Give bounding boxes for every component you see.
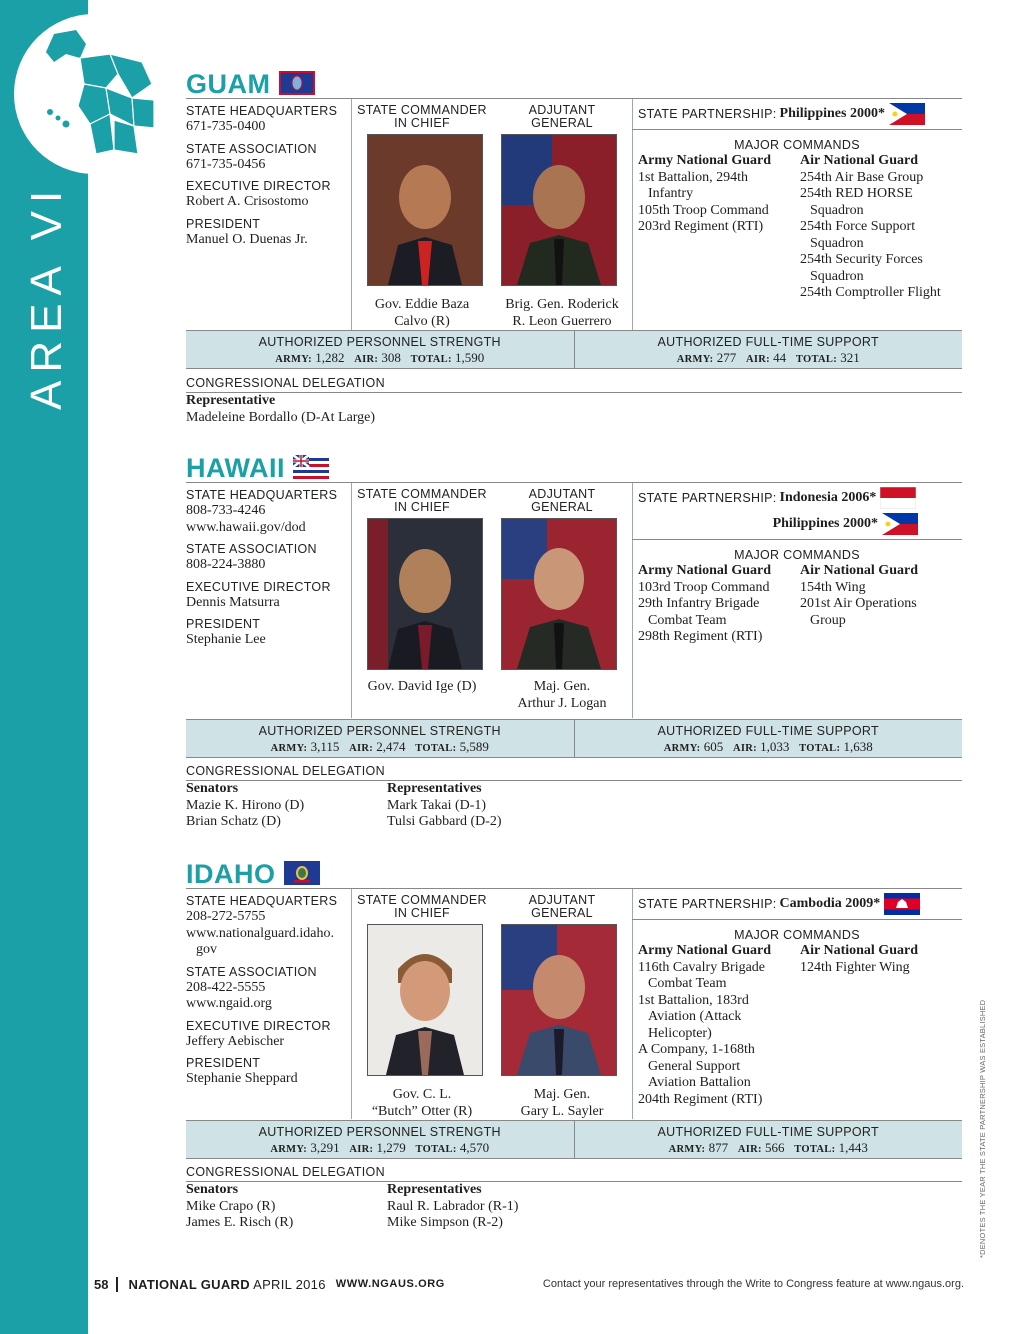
command-item: 201st Air Operations <box>800 596 917 611</box>
congressional-delegation: CONGRESSIONAL DELEGATION Senators Mazie K. Hirono (D) Brian Schatz (D) Representatives Mark Takai (D-1) Tulsi Gabbard (D-2) <box>186 764 962 831</box>
governor-name: Gov. David Ige (D) <box>367 679 477 694</box>
state-name: GUAM <box>186 69 271 99</box>
governor-name: Gov. C. L. “Butch” Otter (R) <box>371 1087 473 1119</box>
guam-section: GUAM STATE HEADQUARTERS 671-735-0400 STATE ASSOCIATION 671-735-0456 EXECUTIVE DIRECTOR Robert A. Crisostomo PRESIDENT Manuel O. Duenas Jr. STATE COMMANDER IN CHIEF ADJUTANT GENERAL Gov. Eddie Baza Calvo (R) Brig. Gen. Roderick R. Leon Guerrero STATE PARTNERSHIP: Philippines 2000* MAJOR COMMANDS Army National Guard 1st Battalion, 294th Infantry 105th Troop Command 203rd Regiment (RTI) Air National Guard 254th Air Base Group 254th RED HORSE Squadron 254th Force Support Squadron 254th Security Forces Squadron 254th Comptroller Flight AUTHORIZED PERSONNEL STRENGTH ARMY: 1,282 AIR: 308 TOTAL: 1,590 AUTHORIZED FULL-TIME SUPPORT ARMY: 277 AIR: 44 TOTAL: 321 CONGRESSIONAL DELEGATION Representative Madeleine Bordallo (D-At Large) <box>186 66 962 361</box>
command-item: A Company, 1-168th <box>638 1042 755 1057</box>
magazine-name: NATIONAL GUARD APRIL 2016 <box>128 1276 326 1292</box>
command-item: Squadron <box>810 235 864 251</box>
congressional-delegation: CONGRESSIONAL DELEGATION Representative Madeleine Bordallo (D-At Large) <box>186 376 962 426</box>
command-item: General Support <box>648 1058 741 1074</box>
partner-country: Philippines 2000* <box>779 106 885 121</box>
hawaii-flag-icon <box>293 455 329 479</box>
footnote-vertical: *DENOTES THE YEAR THE STATE PARTNERSHIP WAS ESTABLISHED <box>978 999 987 1258</box>
command-item: 254th Security Forces <box>800 252 923 267</box>
guam-flag-icon <box>279 71 315 95</box>
contact-note: Contact your representatives through the Write to Congress feature at www.ngaus.org. <box>542 1278 964 1290</box>
command-item: 116th Cavalry Brigade <box>638 959 766 975</box>
philippines-flag-icon <box>889 103 925 125</box>
indonesia-flag-icon <box>880 487 916 509</box>
adjutant-name: Maj. Gen. Arthur J. Logan <box>517 679 607 711</box>
hawaii-section: HAWAII STATE HEADQUARTERS 808-733-4246 www.hawaii.gov/dod STATE ASSOCIATION 808-224-3880 EXECUTIVE DIRECTOR Dennis Matsurra PRESIDENT Stephanie Lee STATE COMMANDER IN CHIEF ADJUTANT GENERAL Gov. David Ige (D) Maj. Gen. Arthur J. Logan STATE PARTNERSHIP: Indonesia 2006* Philippines 2000* MAJOR COMMANDS Army National Guard 103rd Troop Command 29th Infantry Brigade Combat Team 298th Regiment (RTI) Air National Guard 154th Wing 201st Air Operations Group AUTHORIZED PERSONNEL STRENGTH ARMY: 3,115 AIR: 2,474 TOTAL: 5,589 AUTHORIZED FULL-TIME SUPPORT ARMY: 605 AIR: 1,033 TOTAL: 1,638 CONGRESSIONAL DELEGATION Senators Mazie K. Hirono (D) Brian Schatz (D) Representatives Mark Takai (D-1) Tulsi Gabbard (D-2) <box>186 450 962 718</box>
command-item: Combat Team <box>648 612 727 628</box>
governor-photo <box>367 924 483 1076</box>
idaho-flag-icon <box>284 861 320 885</box>
command-item: 103rd Troop Command <box>638 579 770 595</box>
command-item: 254th Force Support <box>800 219 916 234</box>
page-number: 58 <box>94 1277 118 1292</box>
cambodia-flag-icon <box>884 893 920 915</box>
command-item: 254th RED HORSE <box>800 186 913 201</box>
command-item: 203rd Regiment (RTI) <box>638 219 764 234</box>
strength-band: AUTHORIZED PERSONNEL STRENGTH ARMY: 3,291 AIR: 1,279 TOTAL: 4,570 AUTHORIZED FULL-TIME SUPPORT ARMY: 877 AIR: 566 TOTAL: 1,443 <box>186 1120 962 1159</box>
command-item: 204th Regiment (RTI) <box>638 1091 763 1107</box>
partner-country: Indonesia 2006* <box>779 490 877 505</box>
command-item: 298th Regiment (RTI) <box>638 629 763 644</box>
command-item: Aviation (Attack <box>648 1009 742 1024</box>
command-item: 254th Comptroller Flight <box>800 285 941 300</box>
command-item: Squadron <box>810 202 864 218</box>
command-item: Group <box>810 612 846 628</box>
command-item: Helicopter) <box>648 1025 712 1041</box>
command-item: Combat Team <box>648 976 727 991</box>
command-item: 1st Battalion, 183rd <box>638 992 749 1008</box>
command-item: 124th Fighter Wing <box>800 959 910 975</box>
website-link[interactable]: WWW.NGAUS.ORG <box>335 1278 445 1290</box>
state-name: IDAHO <box>186 859 276 889</box>
partner-country: Philippines 2000* <box>772 516 878 531</box>
adjutant-photo <box>501 924 617 1076</box>
adjutant-photo <box>501 134 617 286</box>
command-item: 105th Troop Command <box>638 202 769 218</box>
footer <box>94 1272 964 1296</box>
idaho-section: IDAHO STATE HEADQUARTERS 208-272-5755 www.nationalguard.idaho. gov STATE ASSOCIATION 208-422-5555 www.ngaid.org EXECUTIVE DIRECTOR Jeffery Aebischer PRESIDENT Stephanie Sheppard STATE COMMANDER IN CHIEF ADJUTANT GENERAL Gov. C. L. “Butch” Otter (R) Maj. Gen. Gary L. Sayler STATE PARTNERSHIP: Cambodia 2009* MAJOR COMMANDS Army National Guard 116th Cavalry Brigade Combat Team 1st Battalion, 183rd Aviation (Attack Helicopter) A Company, 1-168th General Support Aviation Battalion 204th Regiment (RTI) Air National Guard 124th Fighter Wing AUTHORIZED PERSONNEL STRENGTH ARMY: 3,291 AIR: 1,279 TOTAL: 4,570 AUTHORIZED FULL-TIME SUPPORT ARMY: 877 AIR: 566 TOTAL: 1,443 CONGRESSIONAL DELEGATION Senators Mike Crapo (R) James E. Risch (R) Representatives Raul R. Labrador (R-1) Mike Simpson (R-2) <box>186 856 962 1119</box>
command-item: Infantry <box>648 186 694 201</box>
command-item: 254th Air Base Group <box>800 169 924 185</box>
area-map-icon <box>14 14 174 174</box>
governor-photo <box>367 134 483 286</box>
strength-band: AUTHORIZED PERSONNEL STRENGTH ARMY: 1,282 AIR: 308 TOTAL: 1,590 AUTHORIZED FULL-TIME SUPPORT ARMY: 277 AIR: 44 TOTAL: 321 <box>186 330 962 369</box>
area-label: AREA VI <box>22 182 71 410</box>
governor-photo <box>367 518 483 670</box>
governor-name: Gov. Eddie Baza Calvo (R) <box>374 297 470 329</box>
command-item: Aviation Battalion <box>648 1075 751 1090</box>
adjutant-photo <box>501 518 617 670</box>
philippines-flag-icon <box>882 513 918 535</box>
adjutant-name: Brig. Gen. Roderick R. Leon Guerrero <box>505 297 619 329</box>
command-item: 29th Infantry Brigade <box>638 596 760 611</box>
command-item: Squadron <box>810 268 864 284</box>
state-name: HAWAII <box>186 453 286 483</box>
strength-band: AUTHORIZED PERSONNEL STRENGTH ARMY: 3,115 AIR: 2,474 TOTAL: 5,589 AUTHORIZED FULL-TIME SUPPORT ARMY: 605 AIR: 1,033 TOTAL: 1,638 <box>186 719 962 758</box>
adjutant-name: Maj. Gen. Gary L. Sayler <box>520 1087 604 1119</box>
command-item: 1st Battalion, 294th <box>638 169 749 185</box>
command-item: 154th Wing <box>800 579 866 595</box>
congressional-delegation: CONGRESSIONAL DELEGATION Senators Mike Crapo (R) James E. Risch (R) Representatives Raul R. Labrador (R-1) Mike Simpson (R-2) <box>186 1165 962 1232</box>
partner-country: Cambodia 2009* <box>779 896 881 911</box>
